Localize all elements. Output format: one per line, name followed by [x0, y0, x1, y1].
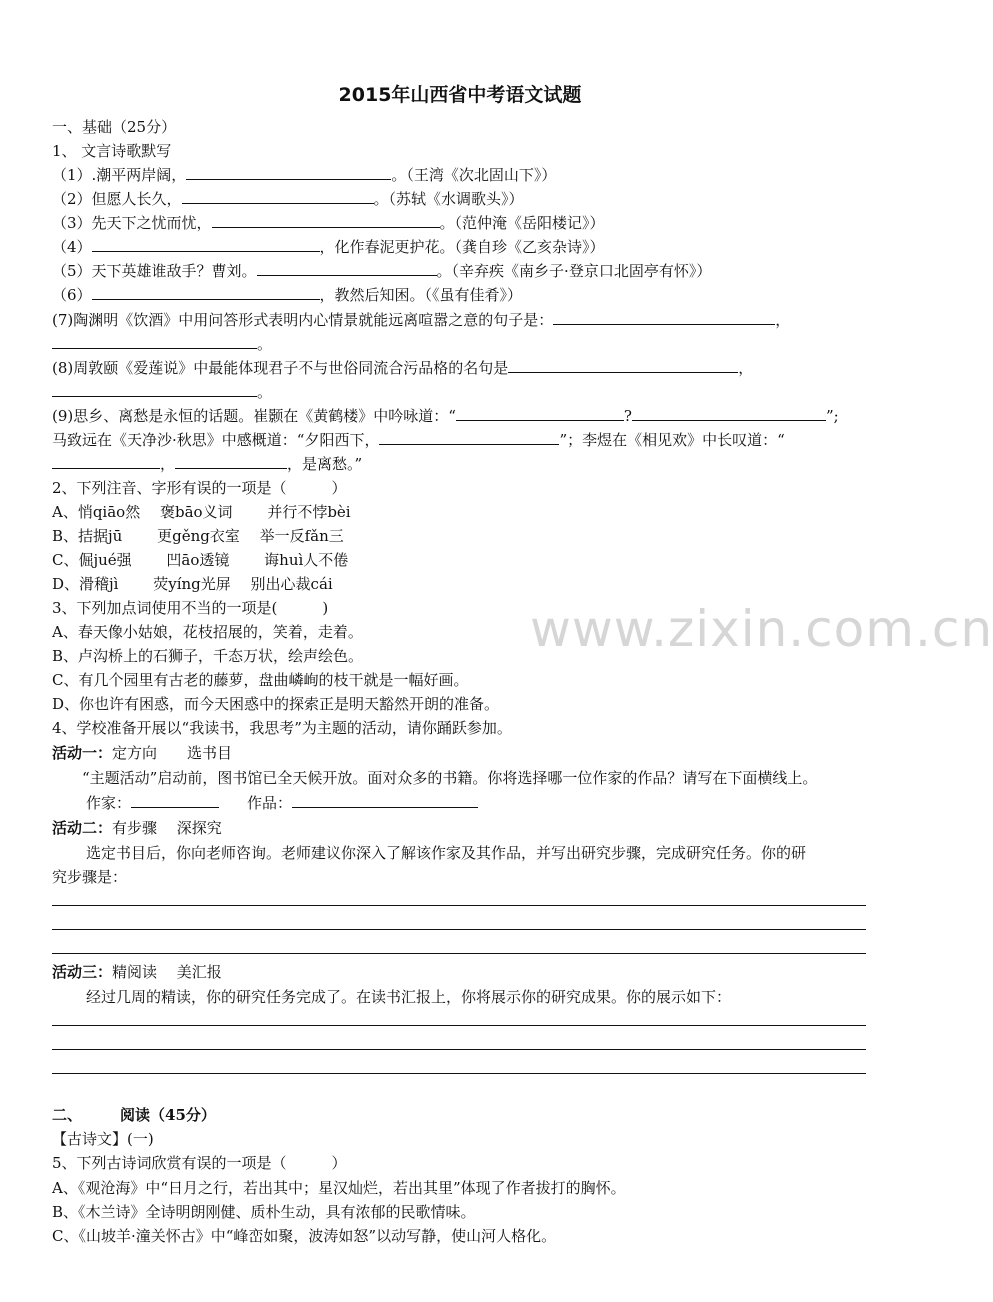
activity-3-text: 经过几周的精读，你的研究任务完成了。在读书汇报上，你将展示你的研究成果。你的展示如下：: [86, 988, 732, 1006]
answer-line[interactable]: [52, 953, 866, 954]
author-blank[interactable]: [131, 793, 219, 808]
activity-2-text-cont: 究步骤是：: [52, 868, 128, 886]
answer-blank[interactable]: [175, 454, 287, 469]
question-4-stem: 4、学校准备开展以“我读书，我思考”为主题的活动，请你踊跃参加。: [52, 719, 512, 737]
answer-line[interactable]: [52, 929, 866, 930]
question-3-option-b[interactable]: B、卢沟桥上的石狮子，千态万状，绘声绘色。: [52, 647, 364, 665]
answer-blank[interactable]: [52, 382, 257, 397]
answer-blank[interactable]: [186, 165, 391, 180]
recite-item-7: (7)陶渊明《饮酒》中用问答形式表明内心情景就能远离喧嚣之意的句子是： ，: [52, 311, 791, 329]
section-2-heading: 二、 阅读（45分）: [52, 1106, 216, 1124]
question-3-stem: 3、下列加点词使用不当的一项是( ): [52, 599, 329, 617]
answer-blank[interactable]: [257, 261, 437, 276]
question-3-option-d[interactable]: D、你也许有困惑，而今天困惑中的探索正是明天豁然开朗的准备。: [52, 695, 500, 713]
answer-blank[interactable]: [182, 189, 374, 204]
activity-1-heading: 活动一：定方向 选书目: [52, 744, 233, 762]
recite-item-8: (8)周敦颐《爱莲说》中最能体现君子不与世俗同流合污品格的名句是 ，: [52, 359, 754, 377]
answer-blank[interactable]: [52, 454, 160, 469]
recite-item-4: （4） ，化作春泥更护花。（龚自珍《乙亥杂诗》）: [52, 238, 605, 256]
answer-blank[interactable]: [92, 237, 320, 252]
recite-item-5: （5）天下英雄谁敌手？曹刘。 。（辛弃疾《南乡子·登京口北固亭有怀》）: [52, 262, 712, 280]
answer-blank[interactable]: [212, 213, 440, 228]
answer-line[interactable]: [52, 1073, 866, 1074]
answer-line[interactable]: [52, 1049, 866, 1050]
page-title: 2015年山西省中考语文试题: [338, 84, 582, 106]
section-1-heading: 一、基础（25分）: [52, 118, 177, 136]
answer-blank[interactable]: [92, 285, 320, 300]
question-5-stem: 5、下列古诗词欣赏有误的一项是（ ）: [52, 1154, 347, 1172]
question-2-stem: 2、下列注音、字形有误的一项是（ ）: [52, 479, 347, 497]
recite-item-8-cont: 。: [52, 382, 272, 402]
recite-item-2: （2）但愿人长久， 。（苏轼《水调歌头》）: [52, 190, 524, 208]
answer-blank[interactable]: [553, 310, 775, 325]
answer-blank[interactable]: [632, 406, 826, 421]
question-1-stem: 1、 文言诗歌默写: [52, 142, 172, 160]
work-blank[interactable]: [292, 793, 478, 808]
question-2-option-c[interactable]: C、倔jué强 凹āo透镜 诲huì人不倦: [52, 551, 349, 569]
question-2-option-b[interactable]: B、拮据jū 更gěng衣室 举一反fǎn三: [52, 527, 344, 545]
question-5-option-c[interactable]: C、《山坡羊·潼关怀古》中“峰峦如聚，波涛如怒”以动写静，使山河人格化。: [52, 1227, 557, 1245]
recite-item-1: （1）.潮平两岸阔， 。（王湾《次北固山下》）: [52, 166, 557, 184]
answer-line[interactable]: [52, 1025, 866, 1026]
watermark: www.zixin.com.cn: [530, 600, 993, 658]
question-5-option-a[interactable]: A、《观沧海》中“日月之行，若出其中；星汉灿烂，若出其里”体现了作者拔打的胸怀。: [52, 1179, 626, 1197]
answer-line[interactable]: [52, 905, 866, 906]
question-5-option-b[interactable]: B、《木兰诗》全诗明朗刚健、质朴生动，具有浓郁的民歌情味。: [52, 1203, 476, 1221]
answer-blank[interactable]: [456, 406, 624, 421]
activity-1-text: “主题活动”启动前，图书馆已全天候开放。面对众多的书籍。你将选择哪一位作家的作品？请写在下面横线上。: [82, 769, 818, 787]
recite-item-9-cont: 马致远在《天净沙·秋思》中感概道：“夕阳西下， ”；李煜在《相见欢》中长叹道：“: [52, 431, 785, 449]
recite-item-9-end: ， ，是离愁。”: [52, 454, 362, 474]
section-2-subheading: 【古诗文】(一): [52, 1130, 154, 1148]
recite-item-6: （6） ，教然后知困。（《虽有佳肴》）: [52, 286, 523, 304]
answer-blank[interactable]: [52, 334, 257, 349]
recite-item-9: (9)思乡、离愁是永恒的话题。崔颢在《黄鹤楼》中吟咏道：“ ? ”;: [52, 407, 839, 425]
answer-blank[interactable]: [379, 430, 559, 445]
activity-2-heading: 活动二：有步骤 深探究: [52, 819, 222, 837]
activity-3-heading: 活动三：精阅读 美汇报: [52, 963, 222, 981]
recite-item-7-cont: 。: [52, 334, 272, 354]
question-2-option-d[interactable]: D、滑稽jì 荧yíng光屏 别出心裁cái: [52, 575, 333, 593]
answer-blank[interactable]: [508, 358, 738, 373]
question-3-option-a[interactable]: A、春天像小姑娘，花枝招展的，笑着，走着。: [52, 623, 363, 641]
question-2-option-a[interactable]: A、悄qiāo然 褒bāo义词 并行不悖bèi: [52, 503, 351, 521]
activity-1-answer-row: 作家： 作品：: [86, 793, 478, 813]
activity-2-text: 选定书目后，你向老师咨询。老师建议你深入了解该作家及其作品，并写出研究步骤，完成研究任务。你的研: [86, 844, 807, 862]
question-3-option-c[interactable]: C、有几个园里有古老的藤萝，盘曲嶙峋的枝干就是一幅好画。: [52, 671, 469, 689]
recite-item-3: （3）先天下之忧而忧， 。（范仲淹《岳阳楼记》）: [52, 214, 605, 232]
